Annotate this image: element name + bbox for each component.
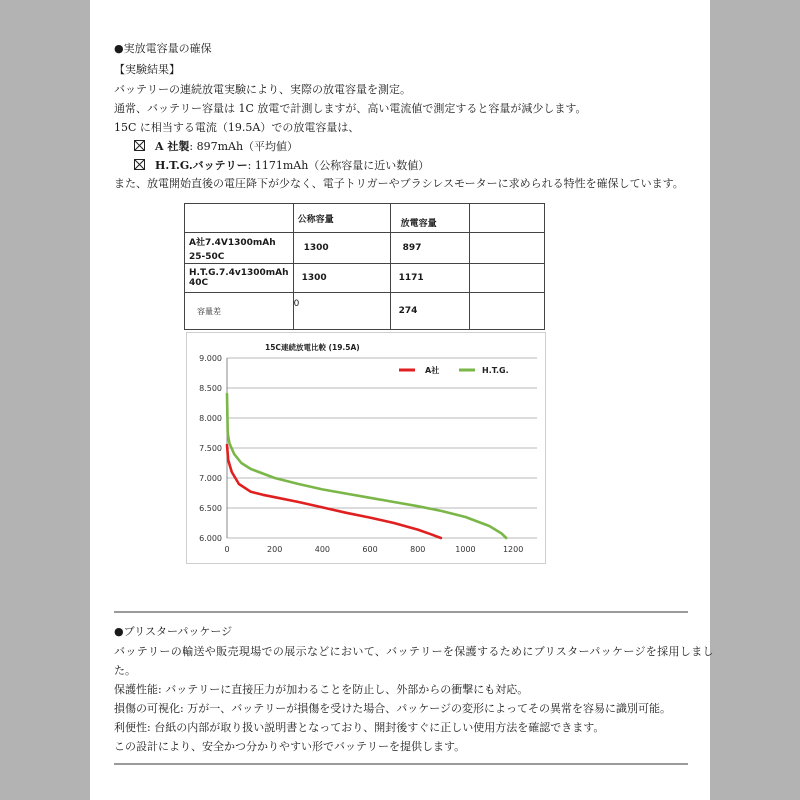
discharge-value: 897 — [402, 243, 422, 253]
table-cell-name — [185, 233, 294, 264]
chart-legend — [399, 365, 509, 375]
x-tick-label: 1000 — [455, 545, 476, 554]
chart-title: 15C連続放電比較 (19.5A) — [265, 343, 360, 352]
row-name: A社7.4V1300mAh — [189, 237, 276, 248]
table-cell-name — [185, 264, 294, 293]
table-header-cell — [390, 204, 469, 233]
x-tick-label: 200 — [267, 545, 283, 554]
chart-canvas — [187, 333, 545, 563]
y-tick-label: 6.000 — [199, 534, 222, 543]
body-line: 通常、バッテリー容量は 1C 放電で計測しますが、高い電流値で測定すると容量が減少します。 — [114, 102, 587, 115]
body-line: バッテリーの連続放電実験により、実際の放電容量を測定。 — [114, 83, 411, 96]
table-row — [185, 293, 545, 330]
table-cell-discharge — [390, 293, 469, 330]
body-line: バッテリーの輸送や販売現場での展示などにおいて、バッテリーを保護するためにブリスターパッケージを採用しまし — [114, 645, 714, 658]
document-page — [90, 0, 714, 800]
nominal-value: 1300 — [301, 273, 327, 283]
y-tick-label: 7.500 — [199, 444, 222, 453]
bullet-label: H.T.G.バッテリー — [155, 159, 248, 172]
table-header-cell — [185, 204, 294, 233]
x-tick-label: 0 — [224, 545, 230, 554]
table-row — [185, 264, 545, 293]
header-discharge: 放電容量 — [400, 218, 437, 229]
discharge-value: 1171 — [398, 273, 424, 283]
bullet-htg — [134, 159, 429, 173]
bullet-value: : 897mAh（平均値） — [189, 140, 299, 153]
chart-series — [227, 394, 506, 538]
section-divider — [114, 763, 688, 765]
y-tick-label: 8.000 — [199, 414, 222, 423]
table-cell-nominal — [293, 293, 390, 330]
checkbox-crossed-icon — [134, 159, 145, 170]
chart-gridlines — [227, 358, 537, 538]
checkbox-crossed-icon — [134, 140, 145, 151]
row-name-sub: 25-50C — [189, 251, 225, 262]
body-line-closing: また、放電開始直後の電圧降下が少なく、電子トリガーやブラシレスモーターに求められる特性を確保しています。 — [114, 177, 684, 190]
row-name: 容量差 — [197, 306, 221, 316]
table-cell-discharge — [390, 264, 469, 293]
row-name: H.T.G.7.4v1300mAh — [189, 268, 289, 278]
discharge-value: 274 — [398, 306, 418, 316]
table-header-row — [185, 204, 545, 233]
table-header-cell — [469, 204, 544, 233]
x-tick-label: 600 — [362, 545, 378, 554]
table-cell-nominal — [293, 233, 390, 264]
body-line: 保護性能: バッテリーに直接圧力が加わることを防止し、外部からの衝撃にも対応。 — [114, 683, 529, 696]
subheading-results: 【実験結果】 — [114, 63, 180, 76]
body-line: 利便性: 台紙の内部が取り扱い説明書となっており、開封後すぐに正しい使用方法を確認できます。 — [114, 721, 605, 734]
bullet-value: : 1171mAh（公称容量に近い数値） — [247, 159, 430, 172]
body-line: 15C に相当する電流（19.5A）での放電容量は、 — [114, 121, 360, 134]
section-heading-blister: ●ブリスターパッケージ — [114, 625, 233, 638]
nominal-value: 1300 — [303, 243, 329, 253]
bullet-a-company — [134, 140, 298, 154]
header-nominal: 公称容量 — [297, 214, 334, 225]
x-tick-label: 1200 — [502, 545, 524, 554]
table-cell-nominal — [293, 264, 390, 293]
discharge-chart — [186, 332, 546, 564]
y-tick-label: 7.000 — [199, 474, 222, 483]
nominal-value: 0 — [293, 299, 300, 309]
body-line: た。 — [114, 664, 136, 677]
table-cell-extra — [469, 264, 544, 293]
table-cell-extra — [469, 233, 544, 264]
table-cell-name — [185, 293, 294, 330]
table-header-cell — [293, 204, 390, 233]
y-tick-label: 8.500 — [199, 384, 222, 393]
section-divider — [114, 611, 688, 613]
x-tick-label: 400 — [314, 545, 331, 554]
y-tick-label: 9.000 — [199, 354, 222, 363]
row-name-sub: 40C — [189, 278, 209, 288]
legend-label-a: A社 — [425, 366, 440, 375]
table-cell-discharge — [390, 233, 469, 264]
section-heading-discharge: ●実放電容量の確保 — [114, 42, 212, 55]
capacity-comparison-table — [184, 203, 545, 330]
legend-label-htg: H.T.G. — [482, 366, 509, 375]
chart-axes — [199, 354, 523, 554]
table-cell-extra — [469, 293, 544, 330]
body-line: 損傷の可視化: 万が一、バッテリーが損傷を受けた場合、パッケージの変形によってその異常を容易に識別可能。 — [114, 702, 671, 715]
x-tick-label: 800 — [410, 545, 426, 554]
y-tick-label: 6.500 — [199, 504, 222, 513]
table-row — [185, 233, 545, 264]
bullet-label: A 社製 — [155, 140, 190, 153]
body-line: この設計により、安全かつ分かりやすい形でバッテリーを提供します。 — [114, 740, 466, 753]
